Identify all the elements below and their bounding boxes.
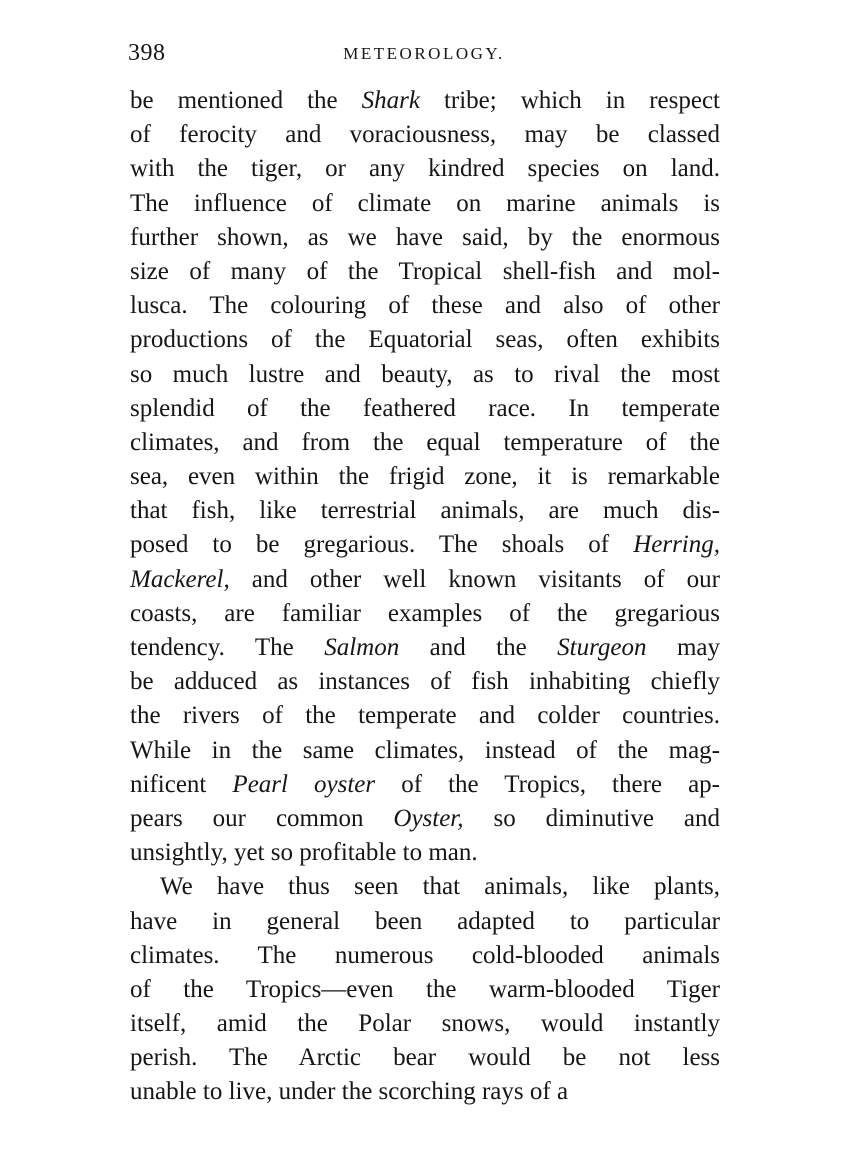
text-line: [130, 1007, 720, 1041]
text-run: be mentioned the: [130, 87, 362, 114]
text-run: climates. The numerous cold-blooded animals: [130, 941, 720, 969]
text-run: that fish, like terrestrial animals, are much dis-: [130, 497, 720, 525]
text-line: [130, 699, 720, 733]
italic-term: Oyster,: [393, 804, 464, 832]
text-run: The influence of climate on marine animals is: [130, 189, 720, 217]
text-run: nificent: [130, 770, 233, 798]
text-line: [130, 939, 720, 973]
text-run: itself, amid the Polar snows, would instantly: [130, 1010, 720, 1038]
text-line: [130, 802, 720, 836]
text-run: may: [646, 634, 721, 661]
text-line: [130, 973, 720, 1007]
text-run: size of many of the Tropical shell-fish and mol-: [130, 257, 720, 285]
text-run: unsightly, yet so profitable to man.: [130, 839, 478, 867]
text-run: coasts, are familiar examples of the gregarious: [130, 599, 720, 627]
text-line: [130, 187, 720, 221]
text-line: [130, 597, 720, 631]
text-line: [130, 836, 720, 870]
text-run: productions of the Equatorial seas, often exhibits: [130, 326, 720, 354]
text-run: so much lustre and beauty, as to rival the most: [130, 360, 720, 388]
running-head: METEOROLOGY.: [343, 44, 505, 63]
text-run: of ferocity and voraciousness, may be classed: [130, 121, 720, 149]
text-run: and other well known visitants of our: [229, 565, 720, 593]
text-run: so diminutive and: [463, 804, 721, 832]
text-run: unable to live, under the scorching rays of a: [130, 1078, 569, 1106]
page-number: 398: [128, 40, 166, 66]
text-line: [130, 221, 720, 255]
text-line: [130, 289, 720, 323]
text-line: [130, 665, 720, 699]
text-run: further shown, as we have said, by the enormous: [130, 223, 720, 251]
text-line: [130, 563, 720, 597]
text-run: climates, and from the equal temperature of the: [130, 428, 720, 456]
italic-term: Salmon: [324, 634, 400, 661]
text-line: [130, 84, 720, 118]
text-run: lusca. The colouring of these and also of other: [130, 292, 720, 320]
page-header: [128, 40, 720, 70]
text-line: [130, 152, 720, 186]
italic-term: Herring,: [633, 531, 720, 559]
text-run: While in the same climates, instead of the mag-: [130, 736, 720, 764]
text-line: [130, 905, 720, 939]
text-run: be adduced as instances of fish inhabiting chiefly: [130, 668, 720, 696]
text-run: sea, even within the frigid zone, it is remarkable: [130, 463, 720, 491]
text-run: splendid of the feathered race. In temperate: [130, 394, 720, 422]
text-run: have in general been adapted to particular: [130, 907, 720, 935]
italic-term: Mackerel,: [130, 565, 230, 593]
text-line: [130, 528, 720, 562]
text-line: [130, 118, 720, 152]
text-run: perish. The Arctic bear would be not less: [130, 1044, 720, 1072]
text-run: the rivers of the temperate and colder countries.: [130, 702, 720, 730]
body-text: [130, 84, 720, 1110]
text-line: [130, 1075, 720, 1109]
text-line: [130, 768, 720, 802]
text-line: [130, 460, 720, 494]
text-run: tribe; which in respect: [419, 87, 721, 114]
text-line: [130, 426, 720, 460]
text-line: [130, 734, 720, 768]
text-run: posed to be gregarious. The shoals of: [130, 531, 634, 559]
text-line: [130, 323, 720, 357]
text-line: [130, 392, 720, 426]
text-run: of the Tropics, there ap-: [375, 770, 720, 798]
text-run: pears our common: [130, 804, 394, 832]
italic-term: Shark: [361, 87, 420, 114]
italic-term: Sturgeon: [557, 634, 647, 661]
text-line: [130, 870, 720, 904]
text-line: [130, 358, 720, 392]
text-line: [130, 494, 720, 528]
text-run: We have thus seen that animals, like plants,: [160, 873, 720, 901]
text-run: and the: [399, 634, 558, 661]
text-run: with the tiger, or any kindred species on land.: [130, 155, 720, 183]
text-line: [130, 255, 720, 289]
italic-term: Pearl oyster: [232, 770, 376, 798]
text-run: of the Tropics—even the warm-blooded Tiger: [130, 975, 720, 1003]
text-run: tendency. The: [130, 634, 325, 661]
text-line: [130, 631, 720, 665]
text-line: [130, 1041, 720, 1075]
